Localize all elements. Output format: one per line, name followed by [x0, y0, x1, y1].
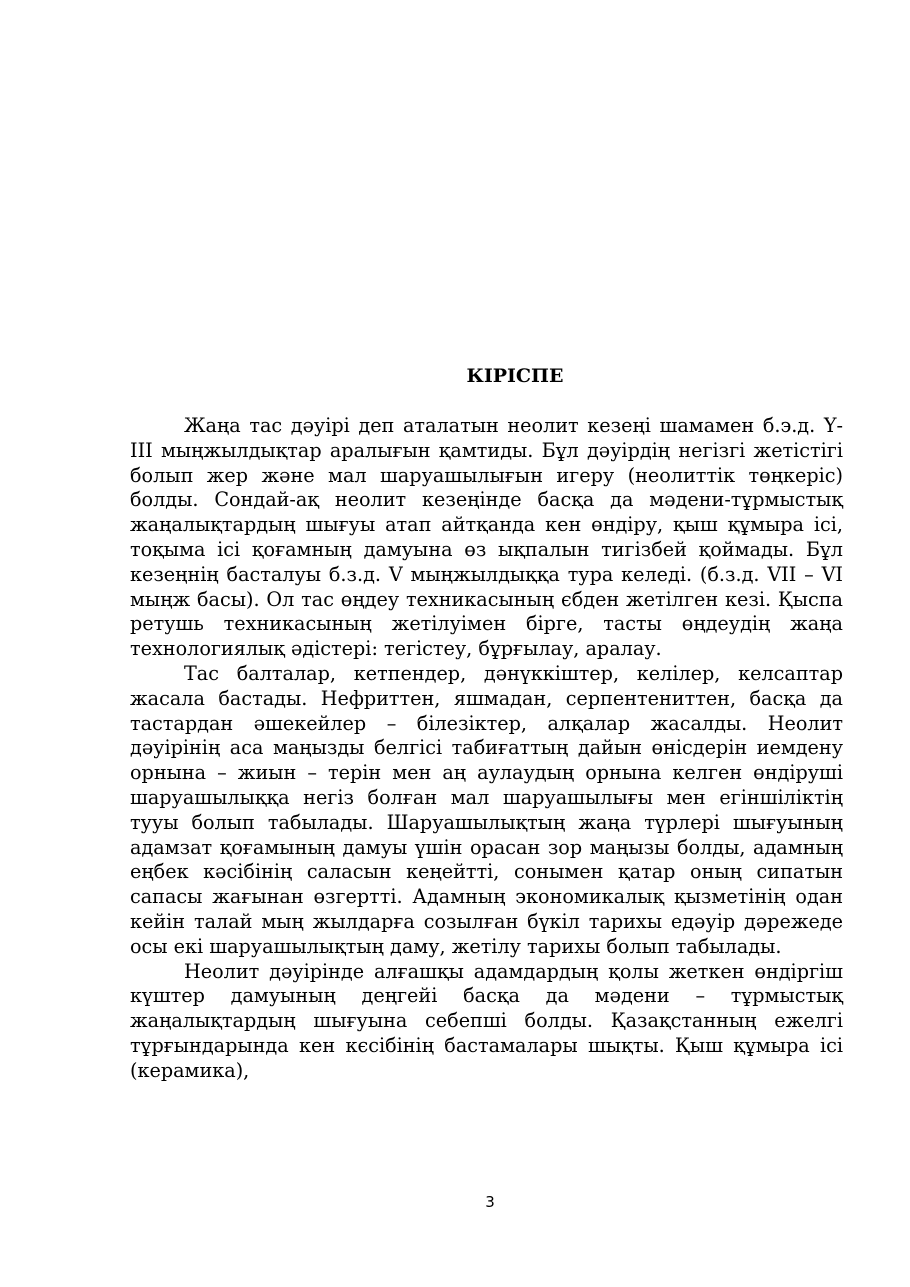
paragraph: Жаңа тас дәуірі деп аталатын неолит кезеңі шамамен б.э.д. Ү-ІІІ мыңжылдықтар аралығын қамтиды. Бұл дәуірдің негізгі жетістігі болып жер және мал шаруашылығын игеру (неолиттік төңкеріс) болды. Сондай-ақ неолит кезеңінде басқа да мәдени-тұрмыстық жаңалықтардың шығуы атап айтқанда кен өндіру, қыш құмыра ісі, тоқыма ісі қоғамның дамуына өз ықпалын тигізбей қоймады. Бұл кезеңнің басталуы б.з.д. V мыңжылдыққа тура келеді. (б.з.д. VII – VI мыңж басы). Ол тас өңдеу техникасының єбден жетілген кезі. Қыспа ретушь техникасының жетілуімен бірге, тасты өңдеудің жаңа технологиялық әдістері: тегістеу, бұрғылау, аралау.	[130, 414, 843, 661]
body-text	[130, 414, 843, 1084]
paragraph: Неолит дәуірінде алғашқы адамдардың қолы жеткен өндіргіш күштер дамуының деңгейі басқа да мәдени – тұрмыстық жаңалықтардың шығуына себепші болды. Қазақстанның ежелгі тұрғындарында кен кєсібінің бастамалары шықты. Қыш құмыра ісі (керамика),	[130, 959, 843, 1082]
paragraph: Тас балталар, кетпендер, дәнүккіштер, келілер, келсаптар жасала бастады. Нефриттен, яшмадан, серпентениттен, басқа да тастардан әшекейлер – білезіктер, алқалар жасалды. Неолит дәуірінің аса маңызды белгісі табиғаттың дайын өнісдерін иемдену орнына – жиын – терін мен аң аулаудың орнына келген өндіруші шаруашылыққа негіз болған мал шаруашылығы мен егіншіліктің тууы болып табылады. Шаруашылықтың жаңа түрлері шығуының адамзат қоғамының дамуы үшін орасан зор маңызы болды, адамның еңбек кәсібінің саласын кеңейтті, сонымен қатар оның сипатын сапасы жағынан өзгертті. Адамның экономикалық қызметінің одан кейін талай мың жылдарға созылған бүкіл тарихы едәуір дәрежеде осы екі шаруашылықтың даму, жетілу тарихы болып табылады.	[130, 661, 843, 958]
page-number: 3	[485, 1193, 495, 1211]
page-title: КІРІСПЕ	[466, 365, 564, 387]
